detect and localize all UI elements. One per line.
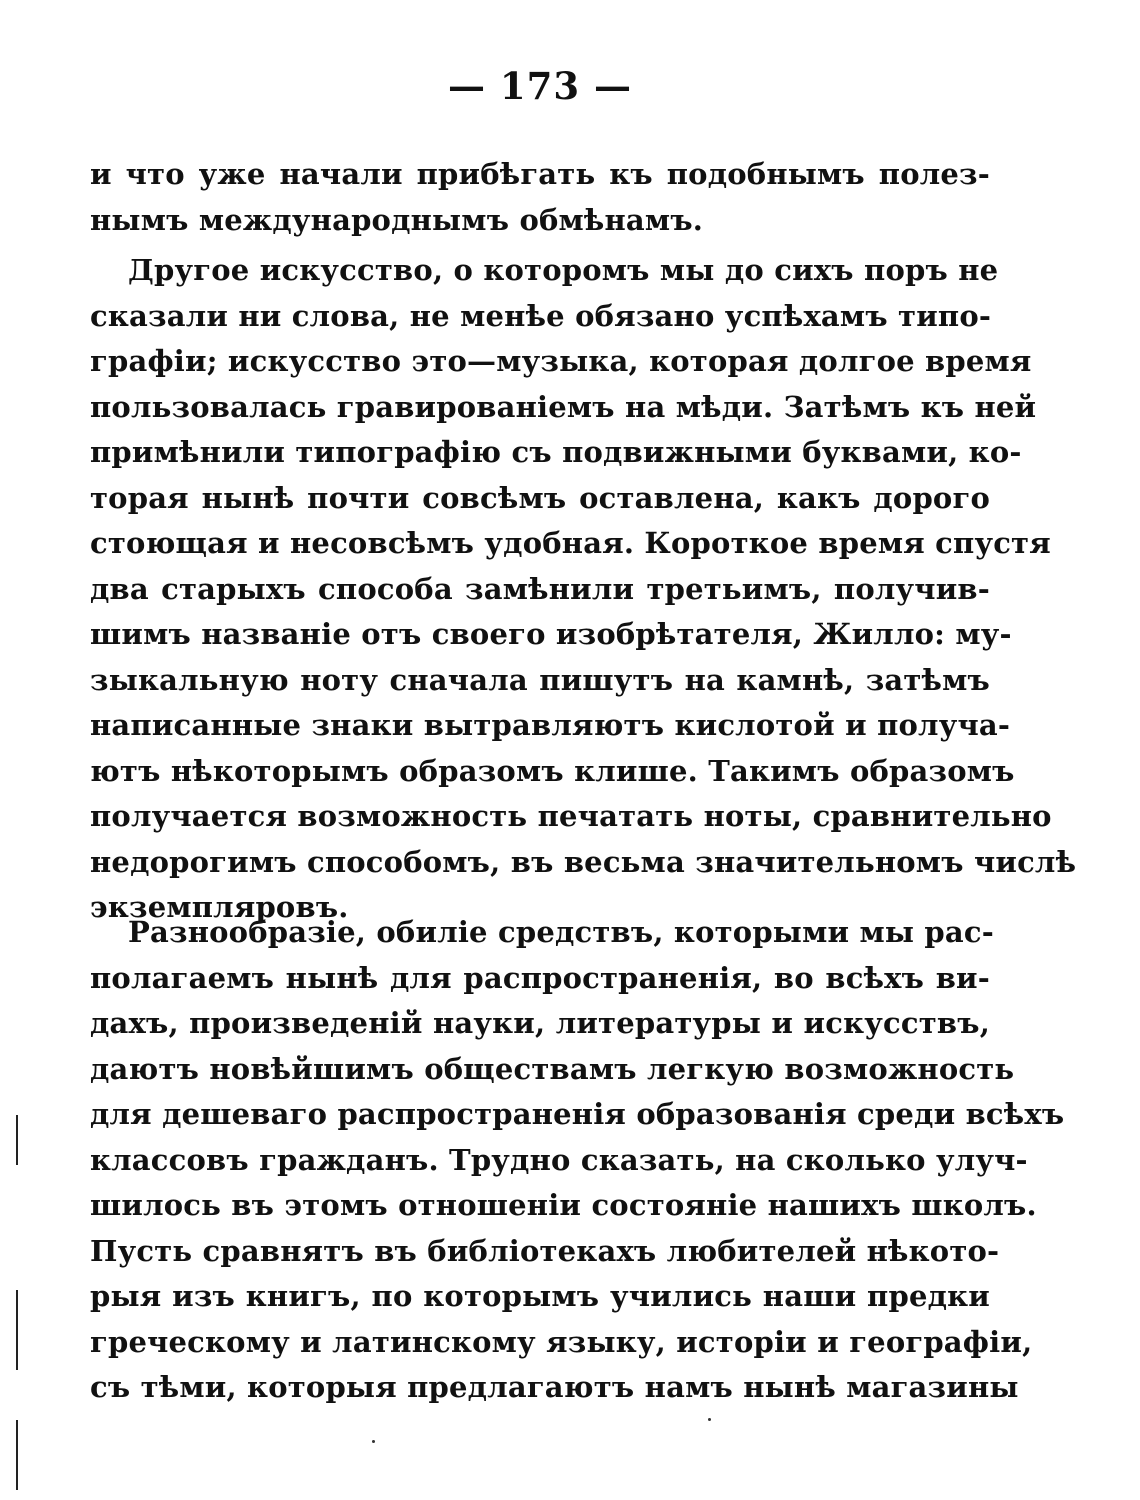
paragraph-1 <box>90 152 990 243</box>
text-line: недорогимъ способомъ, въ весьма значительномъ числѣ <box>90 844 1077 879</box>
scan-margin-mark <box>16 1420 18 1490</box>
text-line: примѣнили типографію съ подвижными буквами, ко- <box>90 435 1022 469</box>
scan-speck <box>708 1418 711 1421</box>
scan-speck <box>372 1440 375 1443</box>
text-line: торая нынѣ почти совсѣмъ оставлена, какъ дорого <box>90 480 990 515</box>
text-line: зыкальную ноту сначала пишутъ на камнѣ, затѣмъ <box>90 662 990 697</box>
text-line: написанные знаки вытравляютъ кислотой и получа- <box>90 708 1011 742</box>
text-line: экземпляровъ. <box>90 890 349 924</box>
text-line: шилось въ этомъ отношеніи состояніе нашихъ школъ. <box>90 1188 1037 1222</box>
text-line: Пусть сравнятъ въ библіотекахъ любителей нѣкото- <box>90 1233 1000 1268</box>
text-line: и что уже начали прибѣгать къ подобнымъ полез- <box>90 157 990 191</box>
text-line: получается возможность печатать ноты, сравнительно <box>90 799 1052 833</box>
text-line: классовъ гражданъ. Трудно сказать, на сколько улуч- <box>90 1142 1028 1177</box>
text-line: стоющая и несовсѣмъ удобная. Короткое время спустя <box>90 526 1051 560</box>
text-line: полагаемъ нынѣ для распространенія, во всѣхъ ви- <box>90 960 990 995</box>
text-line: Другое искусство, о которомъ мы до сихъ поръ не <box>128 253 999 287</box>
text-line: для дешеваго распространенія образованія среди всѣхъ <box>90 1097 1065 1131</box>
text-line: греческому и латинскому языку, исторіи и географіи, <box>90 1324 1033 1359</box>
text-line: пользовалась гравированіемъ на мѣди. Затѣмъ къ ней <box>90 389 1037 424</box>
text-line: шимъ названіе отъ своего изобрѣтателя, Жилло: му- <box>90 617 1012 651</box>
text-line: Разнообразіе, обиліе средствъ, которыми мы рас- <box>128 915 994 949</box>
text-line: два старыхъ способа замѣнили третьимъ, получив- <box>90 571 990 606</box>
text-line: дахъ, произведеній науки, литературы и искусствъ, <box>90 1006 990 1040</box>
text-line: ютъ нѣкоторымъ образомъ клише. Такимъ образомъ <box>90 753 1015 788</box>
text-line: сказали ни слова, не менѣе обязано успѣхамъ типо- <box>90 298 992 333</box>
page-number: — 173 — <box>448 64 632 108</box>
paragraph-3 <box>90 910 1065 1411</box>
scan-margin-mark <box>16 1290 18 1370</box>
text-line: нымъ международнымъ обмѣнамъ. <box>90 202 704 237</box>
text-line: съ тѣми, которыя предлагаютъ намъ нынѣ магазины <box>90 1370 1019 1404</box>
text-line: графіи; искусство это—музыка, которая долгое время <box>90 344 1032 378</box>
scan-margin-mark <box>16 1115 18 1165</box>
text-line: рыя изъ книгъ, по которымъ учились наши предки <box>90 1279 990 1313</box>
text-line: даютъ новѣйшимъ обществамъ легкую возможность <box>90 1051 1015 1086</box>
paragraph-2 <box>90 248 1077 931</box>
